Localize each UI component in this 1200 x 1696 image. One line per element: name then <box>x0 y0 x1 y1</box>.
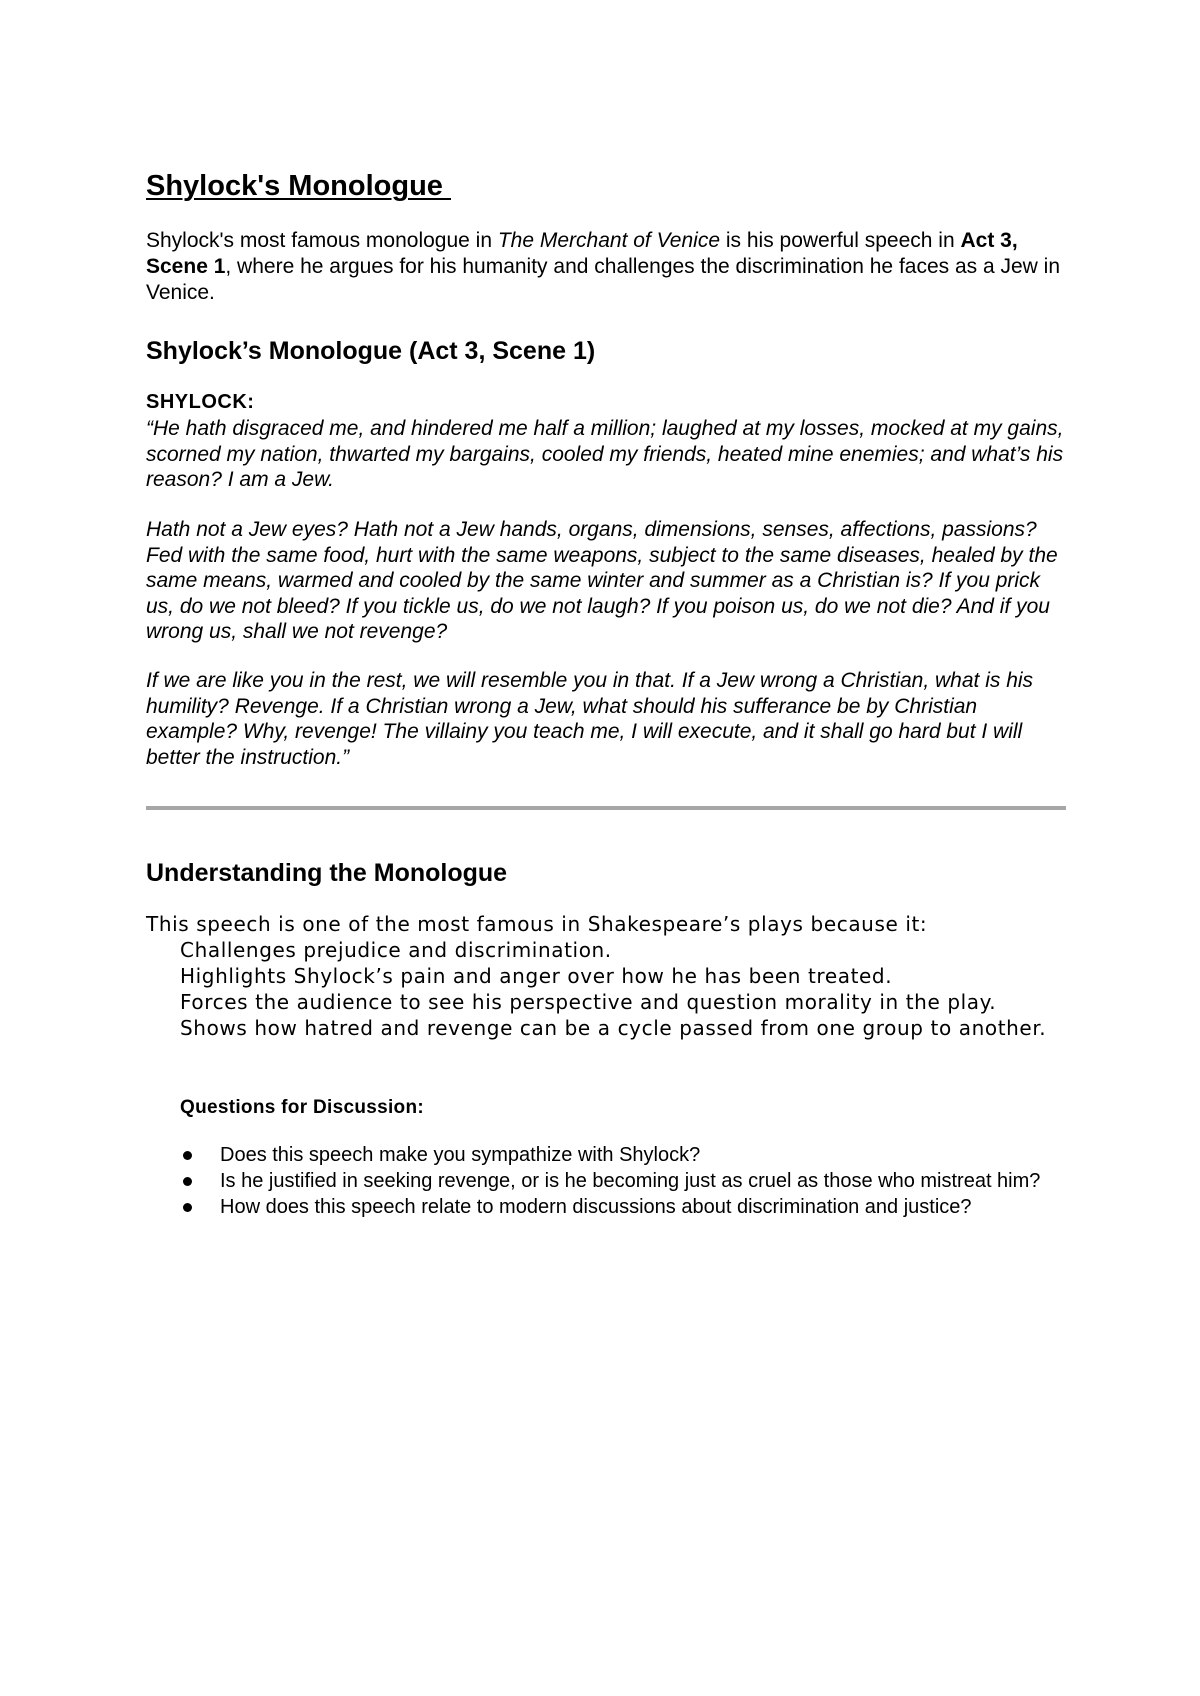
bullet-icon <box>183 1177 192 1186</box>
act-scene-reference: Act 3, Scene 1 <box>146 229 1018 278</box>
question-text: Is he justified in seeking revenge, or is he becoming just as cruel as those who mistreat him? <box>220 1170 1041 1192</box>
question-item <box>180 1143 1066 1167</box>
reason-item: Shows how hatred and revenge can be a cycle passed from one group to another. <box>180 1016 1047 1040</box>
reason-item: Highlights Shylock’s pain and anger over how he has been treated. <box>180 964 893 988</box>
monologue-verse-2: Hath not a Jew eyes? Hath not a Jew hands, organs, dimensions, senses, affections, passions? Fed with the same food, hurt with the same weapons, subject to the same diseases, healed by the same means, warmed and cooled by the same winter and summer as a Christian is? If you prick us, do we not bleed? If you tickle us, do we not laugh? If you poison us, do we not die? And if you wrong us, shall we not revenge? <box>146 518 1058 644</box>
monologue-verse-3: If we are like you in the rest, we will resemble you in that. If a Jew wrong a Christian, what is his humility? Revenge. If a Christian wrong a Jew, what should his sufferance be by Christian example? Why, revenge! The villainy you teach me, I will execute, and it shall go hard but I will better the instruction.” <box>146 669 1034 769</box>
speaker-label: SHYLOCK: <box>146 391 255 413</box>
reason-item: Forces the audience to see his perspective and question morality in the play. <box>180 990 997 1014</box>
understanding-heading: Understanding the Monologue <box>146 859 508 887</box>
bullet-icon <box>183 1203 192 1212</box>
document-title: Shylock's Monologue <box>146 170 451 202</box>
questions-heading: Questions for Discussion: <box>180 1097 424 1118</box>
monologue-verse-1: “He hath disgraced me, and hindered me half a million; laughed at my losses, mocked at my gains, scorned my nation, thwarted my bargains, cooled my friends, heated mine enemies; and what’s his reason? I am a Jew. <box>146 417 1064 492</box>
intro-paragraph <box>146 228 1066 306</box>
play-title: The Merchant of Venice <box>497 229 721 252</box>
question-text: Does this speech make you sympathize with Shylock? <box>220 1144 701 1166</box>
understanding-intro: This speech is one of the most famous in Shakespeare’s plays because it: <box>146 912 928 936</box>
intro-text-2: is his powerful speech in <box>720 229 961 252</box>
understanding-section <box>146 911 1066 1041</box>
intro-text-1: Shylock's most famous monologue in <box>146 229 498 252</box>
questions-list <box>180 1143 1066 1221</box>
reason-item: Challenges prejudice and discrimination. <box>180 938 612 962</box>
section-divider <box>146 806 1066 810</box>
bullet-icon <box>183 1151 192 1160</box>
intro-text-3: , where he argues for his humanity and challenges the discrimination he faces as a Jew in Venice. <box>146 255 1061 304</box>
question-item <box>180 1195 1066 1219</box>
question-item <box>180 1169 1066 1193</box>
monologue-heading: Shylock’s Monologue (Act 3, Scene 1) <box>146 337 596 365</box>
question-text: How does this speech relate to modern discussions about discrimination and justice? <box>220 1196 972 1218</box>
